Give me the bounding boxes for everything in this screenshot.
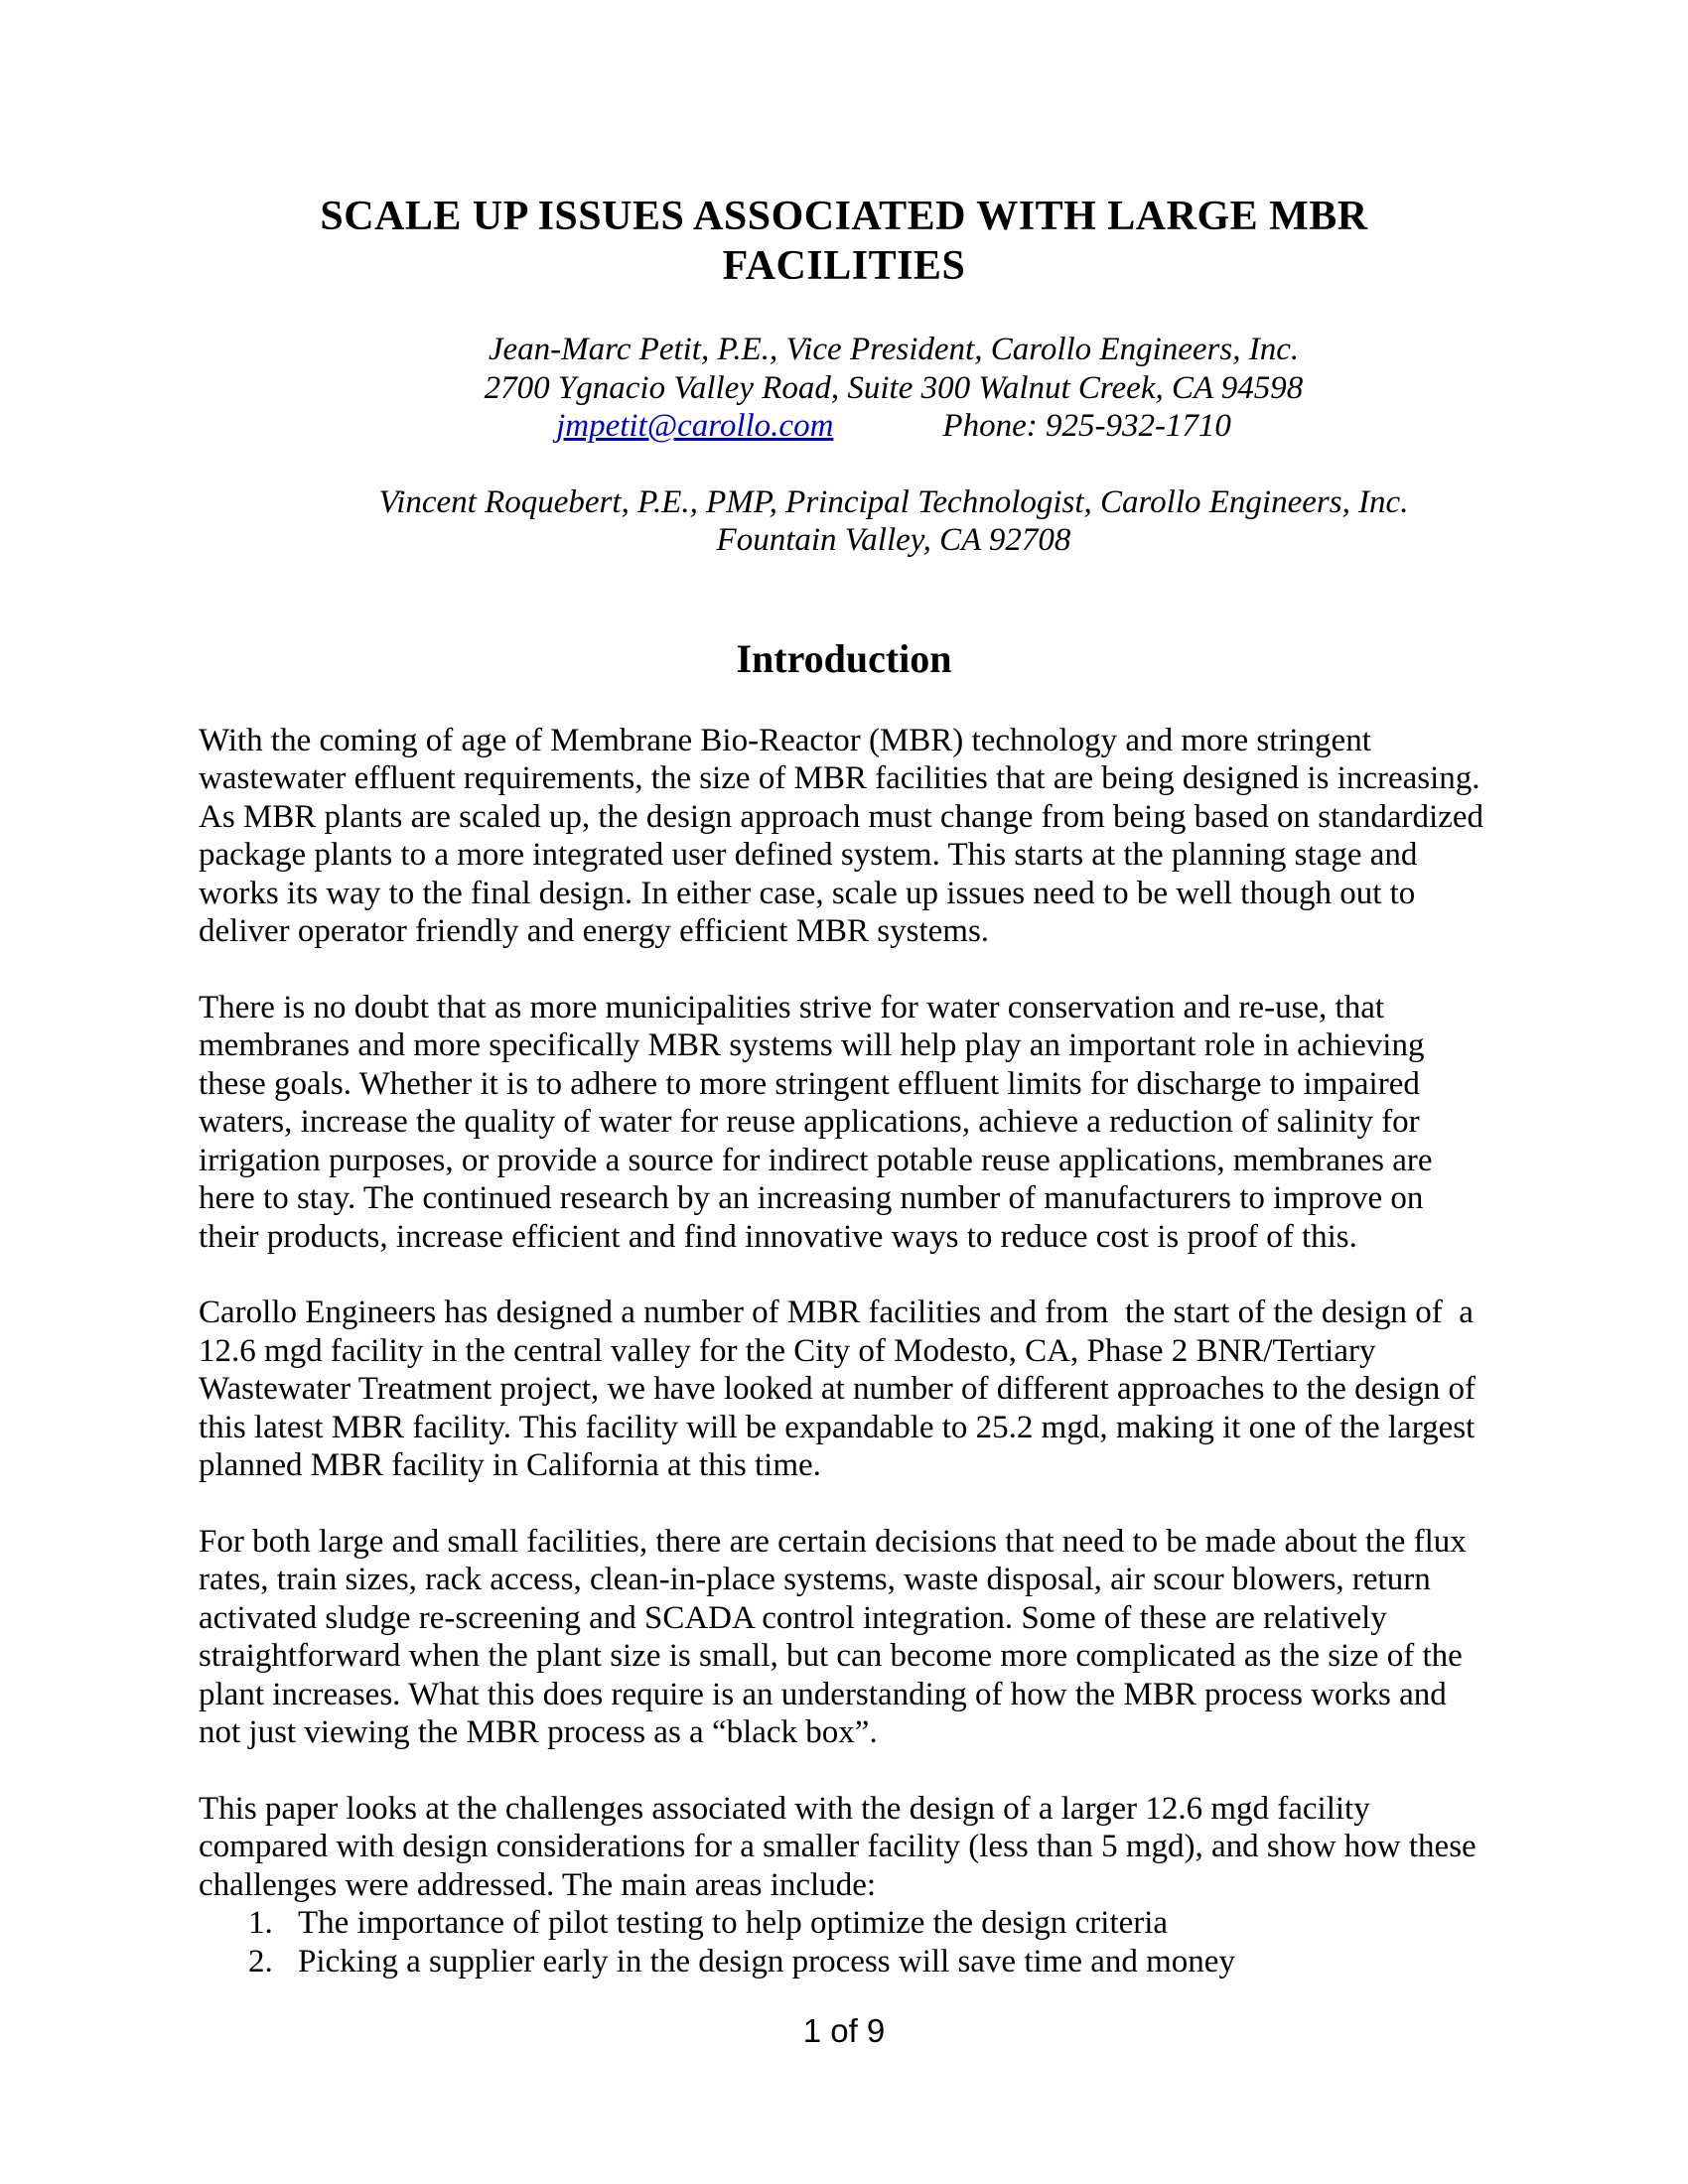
page-title: SCALE UP ISSUES ASSOCIATED WITH LARGE MBR FACILITIES xyxy=(320,194,1368,289)
paragraph-2: There is no doubt that as more municipalities strive for water conservation and re-use, that membranes and more specifically MBR systems will help play an important role in achieving these goals. Whether it is to adhere to more stringent effluent limits for discharge to impaired waters, increase the quality of water for reuse applications, achieve a reduction of salinity for irrigation purposes, or provide a source for indirect potable reuse applications, membranes are here to stay. The continued research by an increasing number of manufacturers to improve on their products, increase efficient and find innovative ways to reduce cost is proof of this. xyxy=(199,989,1441,1255)
paragraph-1: With the coming of age of Membrane Bio-Reactor (MBR) technology and more stringent wastewater effluent requirements, the size of MBR facilities that are being designed is increasing. As MBR plants are scaled up, the design approach must change from being based on standardized package plants to a more integrated user defined system. This starts at the planning stage and works its way to the final design. In either case, scale up issues need to be well though out to deliver operator friendly and energy efficient MBR systems. xyxy=(199,722,1492,949)
author-block-1 xyxy=(298,331,1489,446)
list-item-number: 2. xyxy=(248,1943,273,1979)
section-heading-introduction: Introduction xyxy=(736,635,952,681)
author1-phone: Phone: 925-932-1710 xyxy=(942,408,1231,444)
author2-address-line: Fountain Valley, CA 92708 xyxy=(716,522,1071,558)
list-item-text: The importance of pilot testing to help optimize the design criteria xyxy=(298,1905,1169,1941)
paragraph-5: This paper looks at the challenges associated with the design of a larger 12.6 mgd facility compared with design considerations for a smaller facility (less than 5 mgd), and show how these challenges were addressed. The main areas include: xyxy=(199,1790,1484,1903)
email-link[interactable]: jmpetit@carollo.com xyxy=(556,408,834,444)
list-item xyxy=(199,1904,1489,1943)
paragraph-3: Carollo Engineers has designed a number of MBR facilities and from the start of the design of a 12.6 mgd facility in the central valley for the City of Modesto, CA, Phase 2 BNR/Tertiary Wastewater Treatment project, we have looked at number of different approaches to the design of this latest MBR facility. This facility will be expandable to 25.2 mgd, making it one of the largest planned MBR facility in California at this time. xyxy=(199,1295,1484,1483)
page-number: 1 of 9 xyxy=(802,2012,886,2049)
author2-name-line: Vincent Roquebert, P.E., PMP, Principal Technologist, Carollo Engineers, Inc. xyxy=(378,483,1409,520)
author1-name-line: Jean-Marc Petit, P.E., Vice President, Carollo Engineers, Inc. xyxy=(488,332,1300,367)
body-content xyxy=(199,722,1492,1981)
list-item xyxy=(199,1943,1489,1981)
list-item-number: 1. xyxy=(248,1905,273,1941)
list-item-text: Picking a supplier early in the design process will save time and money xyxy=(298,1943,1235,1979)
main-areas-list xyxy=(199,1904,1489,1980)
author1-address-line: 2700 Ygnacio Valley Road, Suite 300 Walnut Creek, CA 94598 xyxy=(484,369,1304,406)
author-block-2 xyxy=(298,483,1489,560)
paragraph-4: For both large and small facilities, there are certain decisions that need to be made about the flux rates, train sizes, rack access, clean-in-place systems, waste disposal, air scour blowers, return activated sludge re-screening and SCADA control integration. Some of these are relatively straightforward when the plant size is small, but can become more complicated as the size of the plant increases. What this does require is an understanding of how the MBR process works and not just viewing the MBR process as a “black box”. xyxy=(199,1523,1476,1750)
author1-contact-line xyxy=(298,407,1489,446)
